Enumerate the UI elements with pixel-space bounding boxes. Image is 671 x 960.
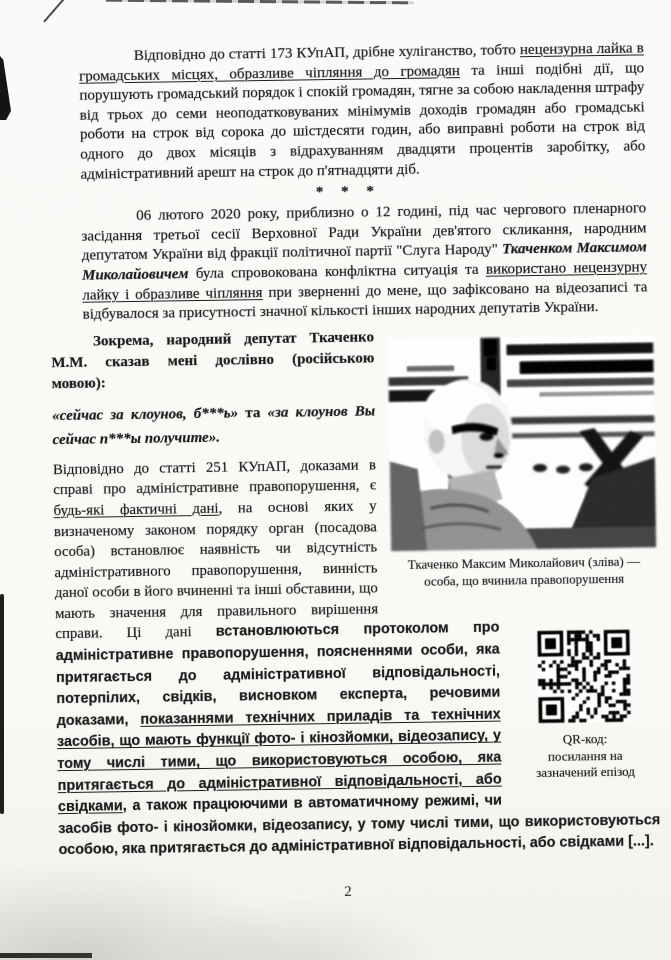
- section-separator: * * *: [315, 183, 381, 201]
- article-251-underlined-2: показаннями технічних приладів та технічних засобів, що мають функції фото- і кінозйомки, відеозапису, у тому числі тими, що використовуються особою, яка притягається до адміністративної відповідальності, або свідками: [56, 706, 502, 816]
- quote-part-2: «за клоунов Вы сейчас п***ы получите».: [52, 403, 376, 448]
- qr-figure: [509, 630, 659, 783]
- incident-underlined: використано нецензурну лайку і образливе чіпляння: [82, 259, 648, 304]
- article-251-sans-rest: , а також працюючими в автоматичному режимі, чи засобів фото- і кінозйомки, відеозапису, у тому числі тими, що використовуються особою, яка притягається до адміністративної відповідальності, або свідками [...].: [58, 792, 661, 859]
- quote-conjunction: та: [237, 404, 268, 422]
- paragraph-incident: [81, 200, 648, 326]
- incident-rest: при зверненні до мене, що зафіксовано на відеозаписі та відбувалося за присутності значної кількості інших народних депутатів України.: [82, 278, 648, 323]
- quote-part-1: «сейчас за клоунов, б***ь»: [52, 405, 239, 424]
- incident-mid: була спровокована конфліктна ситуація та: [188, 261, 487, 283]
- article-251-underlined-1: будь-які фактичні дані: [53, 500, 219, 520]
- article-251-lead: Відповідно до статті 251 КУпАП, доказами в справі про адміністративне правопорушення, є: [52, 457, 377, 499]
- lower-section: [51, 323, 661, 862]
- paragraph-quote-intro: Зокрема, народний депутат Ткаченко М.М. сказав мені дослівно (російською мовою):: [51, 329, 375, 392]
- qr-caption: QR-код: посилання на зазначений епізод: [535, 731, 636, 781]
- qr-code: [537, 630, 630, 723]
- article-173-rest: та інші подібні дії, що порушують громадський порядок і спокій громадян, тягне за собою накладення штрафу від трьох до семи неоподатковуваних мінімумів доходів громадян або громадські роботи на строк від сорока до шістдесяти годин, або виправні роботи на строк від одного до двох місяців з відрахуванням двадцяти процентів заробітку, або адміністративний арешт на строк до п'ятнадцяти діб.: [79, 59, 646, 183]
- article-173-lead: Відповідно до статті 173 КУпАП, дрібне хуліганство, тобто: [133, 42, 521, 64]
- article-251-sans-part: встановлюються протоколом про адміністративне правопорушення, поясненнями особи, яка притягається до адміністративної відповідальності, потерпілих, свідків, висновком експерта, речовими доказами,: [55, 620, 501, 729]
- suspect-photo: [388, 335, 656, 551]
- paragraph-article-173: [79, 39, 646, 185]
- photo-caption: Ткаченко Максим Миколайович (зліва) — особа, що вчинила правопорушення: [407, 553, 641, 589]
- page-number: 2: [344, 883, 352, 900]
- article-251-serif-rest: , на основі яких у визначеному законом порядку орган (посадова особа) встановлює наявність чи відсутність адміністративного правопорушення, винність даної особи в його вчиненні та інші обставини, що мають значення для правильного вирішення справи. Ці дані: [53, 498, 379, 643]
- incident-deputy-name: Ткаченком Максимом Миколайовичем: [81, 239, 647, 284]
- incident-lead: 06 лютого 2020 року, приблизно о 12 годині, під час чергового пленарного засідання третьої сесії Верховної Ради України дев'ятого скликання, народним депутатом України від фракції політичної партії "Слуга Народу": [81, 200, 647, 265]
- suspect-photo-figure: [388, 335, 657, 590]
- article-173-underlined: нецензурна лайка в громадських місцях, образливе чіпляння до громадян: [79, 40, 644, 85]
